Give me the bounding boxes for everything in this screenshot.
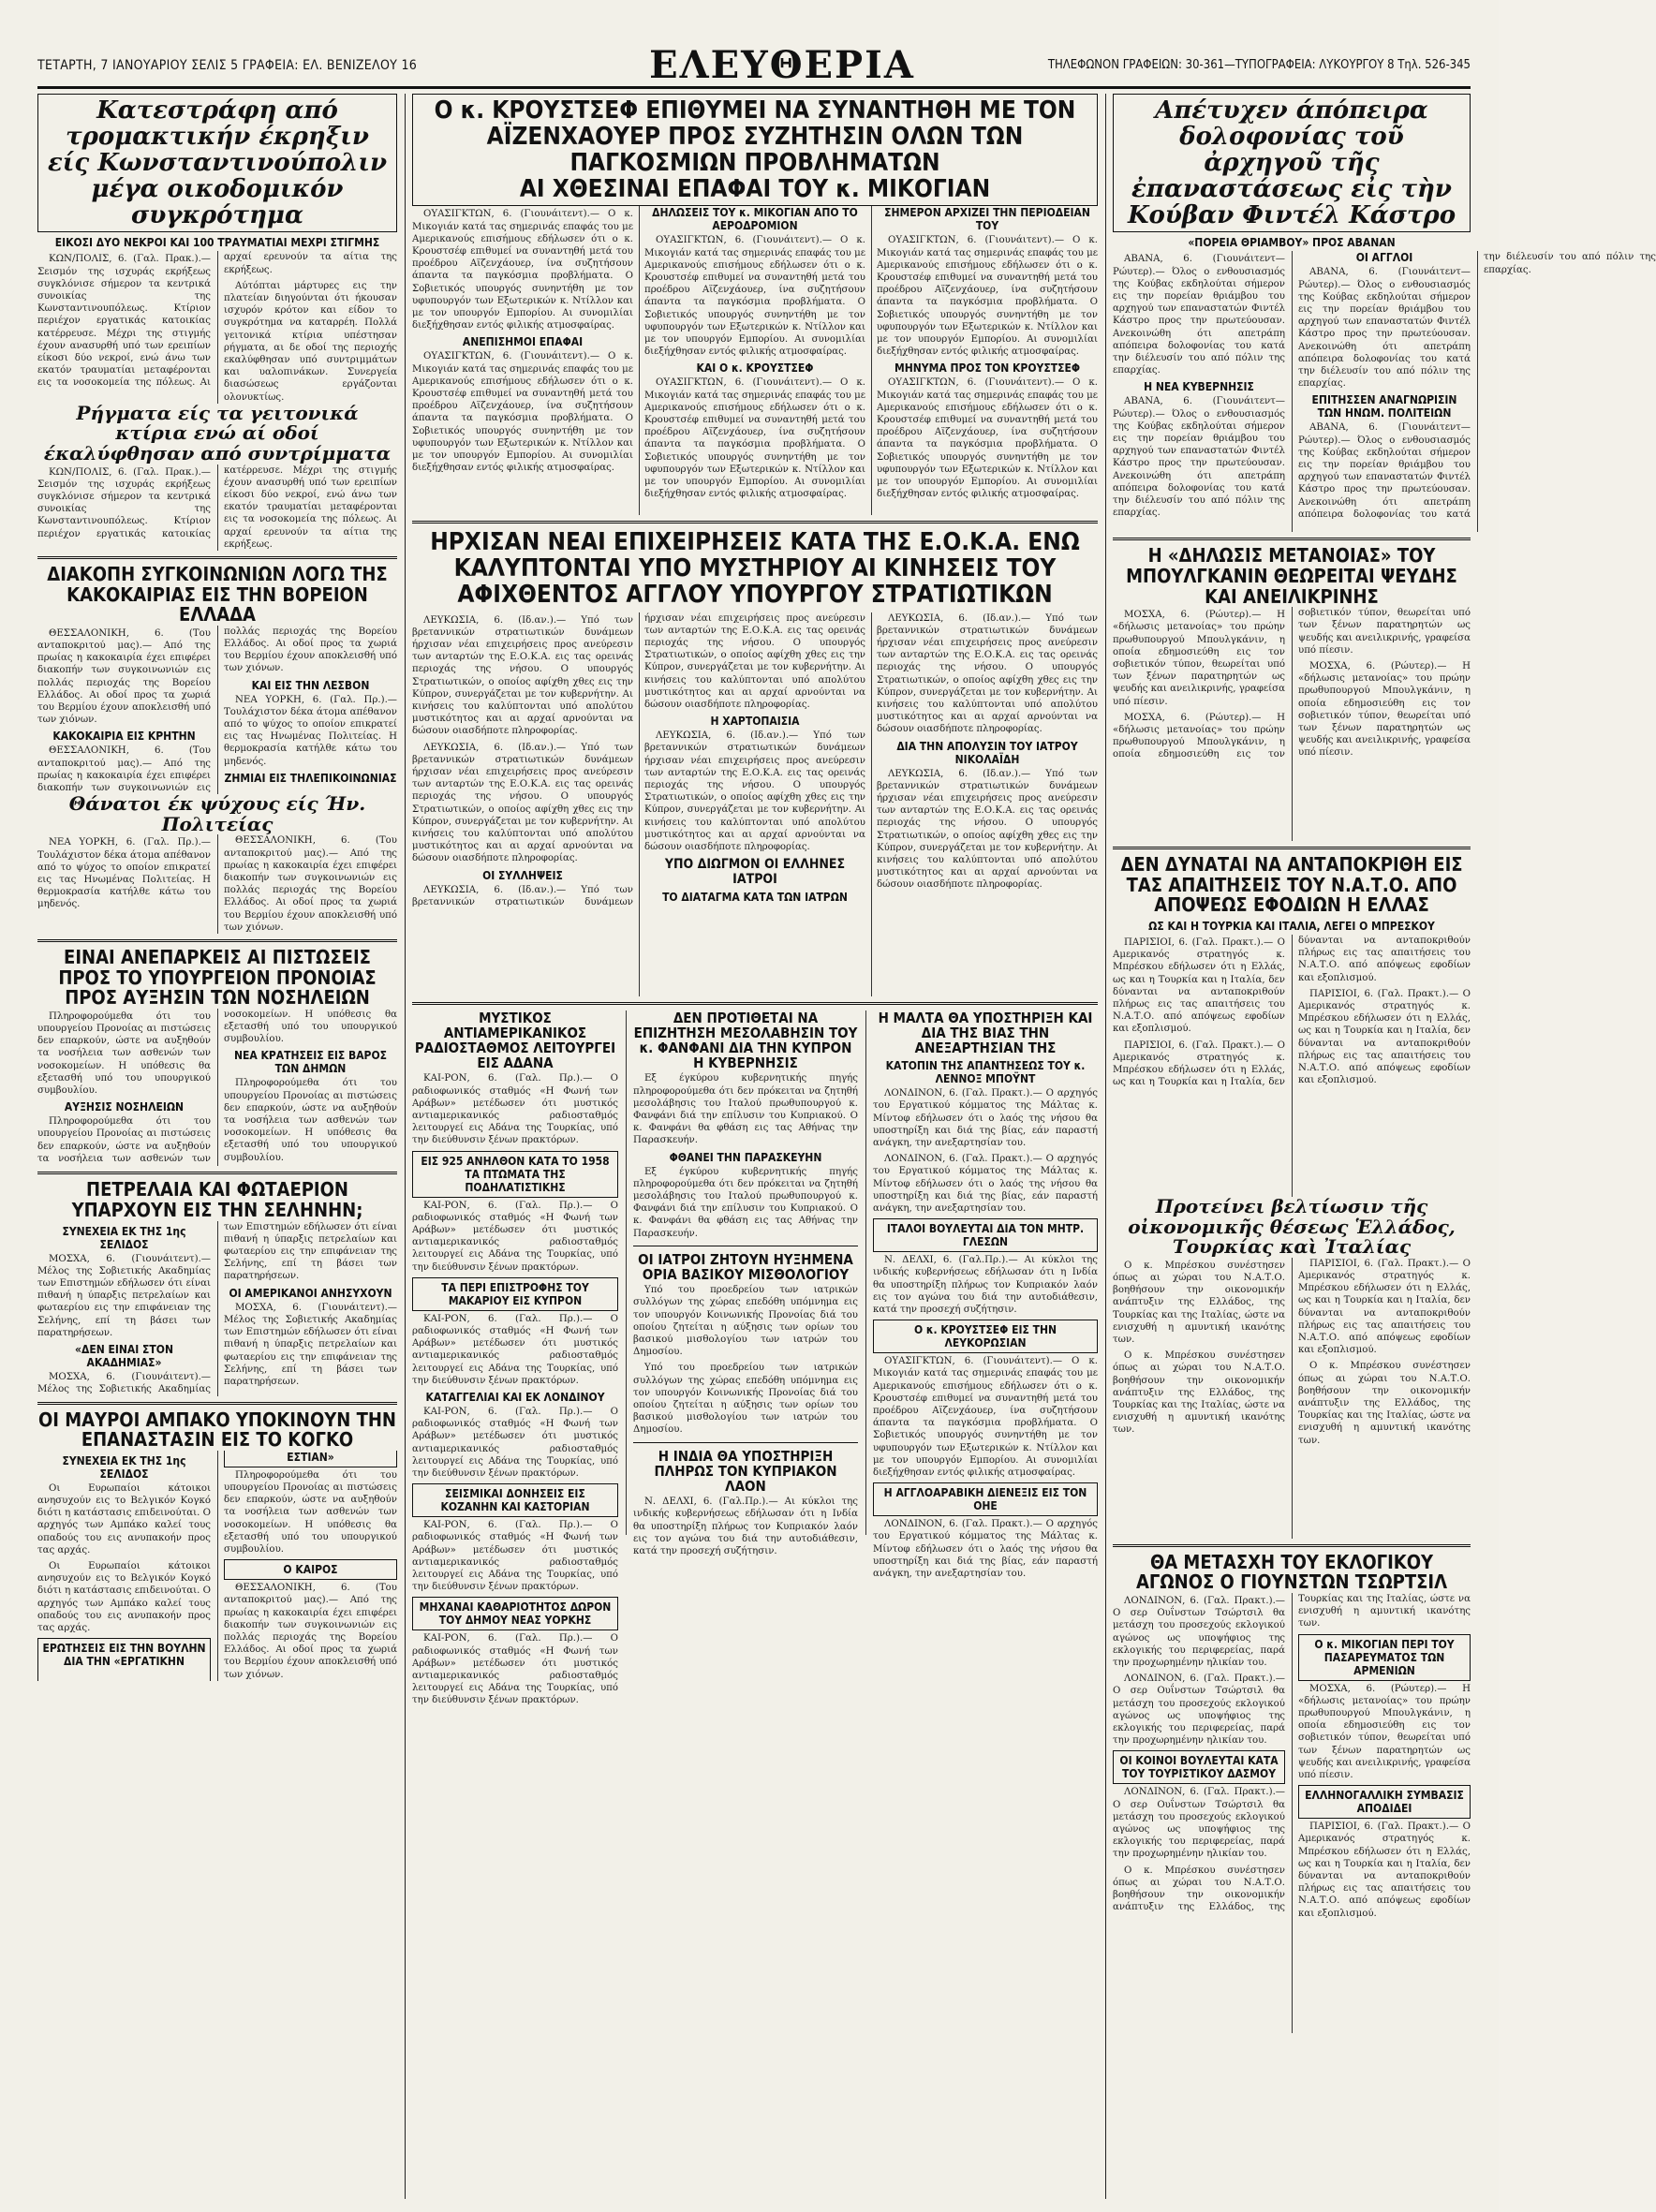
subhead: ΣΥΝΕΧΕΙΑ ΕΚ ΤΗΣ 1ης ΣΕΛΙΔΟΣ [62, 1453, 186, 1481]
column-divider [626, 1010, 627, 1535]
column-divider [865, 1010, 866, 1535]
subhead: ΤΟ ΔΙΑΤΑΓΜΑ ΚΑΤΑ ΤΩΝ ΙΑΤΡΩΝ [662, 891, 848, 905]
article-cracks-body [37, 465, 397, 551]
headline-radio-station: ΜΥΣΤΙΚΟΣ ΑΝΤΙΑΜΕΡΙΚΑΝΙΚΟΣ ΡΑΔΙΟΣΤΑΘΜΟΣ ΛΕΙΤΟΥΡΓΕΙ ΕΙΣ ΑΔΑΝΑ [414, 1009, 616, 1072]
article-text: ΟΥΑΣΙΓΚΤΩΝ, 6. (Γιουνάιτεντ).— Ο κ. Μικογιάν κατά τας σημερινάς επαφάς του με Αμερικανούς επισήμους εδήλωσεν ότι ο κ. Κρουστσέφ επιθυμεί να συναντηθή μετά του προέδρου Αϊζενχάουερ, ίνα συζητήσουν άπαντα τα παγκόσμια προβλήματα. Ο Σοβιετικός υπουργός συνηντήθη με τον υφυπουργόν των Εξωτερικών κ. Ντίλλον και με τον υπουργόν Εμπορίου. Αι συνομιλίαι διεξήχθησαν εντός φιλικής ατμοσφαίρας. [412, 209, 633, 332]
article-text: ΘΕΣΣΑΛΟΝΙΚΗ, 6. (Του ανταποκριτού μας).— Από της πρωίας η κακοκαιρία έχει επιφέρει διακοπήν των συγκοινωνιών εις πολλάς περιοχάς της Βορείου Ελλάδος. Αι οδοί προς τα χωριά του Βερμίου έχουν αποκλεισθή υπό των χιόνων. [224, 1583, 397, 1680]
article-explosion-body [37, 251, 397, 403]
subhead: ΔΗΛΩΣΕΙΣ ΤΟΥ κ. ΜΙΚΟΓΙΑΝ ΑΠΟ ΤΟ ΑΕΡΟΔΡΟΜΙΟΝ [652, 206, 858, 233]
article-text: Εξ έγκύρου κυβερνητικής πηγής πληροφορούμεθα ότι δεν πρόκειται να ζητηθή μεσολάβησις του Ιταλού πρωθυπουργού κ. Φανφάνι διά την επίλυσιν του Κυπριακού. Ο κ. Φανφάνι θα φθάση εις τας Αθήνας την Παρασκευήν. [633, 1073, 858, 1146]
rule [1113, 538, 1471, 540]
article-text: ΑΒΑΝΑ, 6. (Γιουνάιτεντ—Ρώυτερ).— Όλος ο ενθουσιασμός της Κούβας εκδηλούται σήμερον εις την πορείαν θριάμβου του αρχηγού των επαναστατών Φιντέλ Κάστρο προς την πρωτεύουσαν. Ανεκοινώθη ότι απετράπη απόπειρα δολοφονίας του κατά την διέλευσίν του από πόλιν της επαρχίας. [1298, 252, 1656, 520]
article-weather-body [37, 626, 397, 794]
article-text: ΜΟΣΧΑ, 6. (Γιουνάιτεντ).— Μέλος της Σοβιετικής Ακαδημίας των Επιστημών εδήλωσεν ότι είναι πιθανή η ύπαρξις πετρελαίων και φωταερίου εις την επιφάνειαν της Σελήνης, επί τη βάσει των παρατηρήσεων. [37, 1253, 211, 1338]
article-radio [412, 1009, 618, 1706]
article-text: Ο κ. Μπρέσκου συνέστησεν όπως αι χώραι του Ν.Α.Τ.Ο. βοηθήσουν την οικονομικήν ανάπτυξιν της Ελλάδος, της Τουρκίας και της Ιταλίας, ώστε να ενισχυθή η αμυντική ικανότης των. [1113, 1260, 1285, 1345]
article-text: ΟΥΑΣΙΓΚΤΩΝ, 6. (Γιουνάιτεντ).— Ο κ. Μικογιάν κατά τας σημερινάς επαφάς του με Αμερικανούς επισήμους εδήλωσεν ότι ο κ. Κρουστσέφ επιθυμεί να συναντηθή μετά του προέδρου Αϊζενχάουερ, ίνα συζητήσουν άπαντα τα παγκόσμια προβλήματα. Ο Σοβιετικός υπουργός συνηντήθη με τον υφυπουργόν των Εξωτερικών κ. Ντίλλον και με τον υπουργόν Εμπορίου. Αι συνομιλίαι διεξήχθησαν εντός φιλικής ατμοσφαίρας. [877, 377, 1098, 500]
article-text: ΜΟΣΧΑ, 6. (Ρώυτερ).— Η «δήλωσις μετανοίας» του πρώην πρωθυπουργού Μπουλγκάνιν, η οποία εδημοσιεύθη εις τον σοβιετικόν τύπον, θεωρείται υπό των ξένων παρατηρητών ως ψευδής και ανειλικρινής, γραφείσα υπό πίεσιν. [1113, 608, 1471, 760]
article-text: ΟΥΑΣΙΓΚΤΩΝ, 6. (Γιουνάιτεντ).— Ο κ. Μικογιάν κατά τας σημερινάς επαφάς του με Αμερικανούς επισήμους εδήλωσεν ότι ο κ. Κρουστσέφ επιθυμεί να συναντηθή μετά του προέδρου Αϊζενχάουερ, ίνα συζητήσουν άπαντα τα παγκόσμια προβλήματα. Ο Σοβιετικός υπουργός συνηντήθη με τον υφυπουργόν των Εξωτερικών κ. Ντίλλον και με τον υπουργόν Εμπορίου. Αι συνομιλίαι διεξήχθησαν εντός φιλικής ατμοσφαίρας. [644, 235, 865, 358]
subhead-doctors: ΥΠΟ ΔΙΩΓΜΟΝ ΟΙ ΕΛΛΗΝΕΣ ΙΑΤΡΟΙ [664, 857, 846, 888]
rule [37, 1172, 397, 1174]
article-cold-body [37, 834, 397, 934]
article-text: ΟΥΑΣΙΓΚΤΩΝ, 6. (Γιουνάιτεντ).— Ο κ. Μικογιάν κατά τας σημερινάς επαφάς του με Αμερικανούς επισήμους εδήλωσεν ότι ο κ. Κρουστσέφ επιθυμεί να συναντηθή μετά του προέδρου Αϊζενχάουερ, ίνα συζητήσουν άπαντα τα παγκόσμια προβλήματα. Ο Σοβιετικός υπουργός συνηντήθη με τον υφυπουργόν των Εξωτερικών κ. Ντίλλον και με τον υπουργόν Εμπορίου. Αι συνομιλίαι διεξήχθησαν εντός φιλικής ατμοσφαίρας. [412, 351, 633, 474]
subhead: ΚΑΤΑΓΓΕΛΙΑΙ ΚΑΙ ΕΚ ΛΟΝΔΙΝΟΥ [425, 1390, 605, 1404]
article-text: Υπό του προεδρείου των ιατρικών συλλόγων της χώρας επεδόθη υπόμνημα εις τον υπουργόν Κοινωνικής Προνοίας διά του οποίου ζητείται η αύξησις των ορίων του βασικού μισθολογίου των ιατρών του Δημοσίου. [633, 1363, 858, 1436]
article-text: ΜΟΣΧΑ, 6. (Γιουνάιτεντ).— Μέλος της Σοβιετικής Ακαδημίας των Επιστημών εδήλωσεν ότι είναι πιθανή η ύπαρξις πετρελαίων και φωταερίου εις την επιφάνειαν της Σελήνης, επί τη βάσει των παρατηρήσεων. [224, 1302, 397, 1387]
article-text: ΚΑΙ-ΡΟΝ, 6. (Γαλ. Πρ.).— Ο ραδιοφωνικός σταθμός «Η Φωνή των Αράβων» μετέδωσεν ότι μυστικός αντιαμερικανικός ραδιοσταθμός λειτουργεί εις Αδάνα της Τουρκίας, υπό την διεύθυνσιν ξένων πρακτόρων. [412, 1200, 618, 1273]
subhead: «ΠΟΡΕΙΑ ΘΡΙΑΜΒΟΥ» ΠΡΟΣ ΑΒΑΝΑΝ [1188, 236, 1396, 250]
article-text: ΛΕΥΚΩΣΙΑ, 6. (Ιδ.αν.).— Υπό των βρεταννικών στρατιωτικών δυνάμεων ήρχισαν νέαι επιχειρήσεις προς ανεύρεσιν των ανταρτών της Ε.Ο.Κ.Α. εις τας ορεινάς περιοχάς της νήσου. Ο υπουργός Στρατιωτικών, ο οποίος αφίχθη χθες εις την Κύπρον, συνεργάζεται με τον κυβερνήτην. Αι κινήσεις του καλύπτονται υπό απολύτου μυστικότητος και αι αρχαί αρνούνται να δώσουν οιασδήποτε πληροφορίας. [877, 768, 1098, 891]
subhead: ΣΥΝΕΧΕΙΑ ΕΚ ΤΗΣ 1ης ΣΕΛΙΔΟΣ [62, 1224, 186, 1251]
article-moon-body [37, 1221, 397, 1396]
subhead-boxed: Η ΑΓΓΛΟΑΡΑΒΙΚΗ ΔΙΕΝΕΞΙΣ ΕΙΣ ΤΟΝ ΟΗΕ [873, 1482, 1098, 1516]
article-text: ΘΕΣΣΑΛΟΝΙΚΗ, 6. (Του ανταποκριτού μας).— Από της πρωίας η κακοκαιρία έχει επιφέρει διακοπήν των συγκοινωνιών εις πολλάς περιοχάς της Βορείου Ελλάδος. Αι οδοί προς τα χωριά του Βερμίου έχουν αποκλεισθή υπό των χιόνων. [37, 627, 211, 726]
article-text: ΚΩΝ/ΠΟΛΙΣ, 6. (Γαλ. Πρακ.).— Σεισμόν της ισχυράς εκρήξεως συγκλόνισε σήμερον τα κεντρικά συνοικίας της Κωνσταντινουπόλεως. Κτίριον περιέχον εργατικάς κατοικίας κατέρρευσε. Μέχρι της στιγμής έχουν ανασυρθή υπό των ερειπίων είκοσι δύο νεκροί, ενώ άνω των εκατόν τραυματίαι μεταφέρονται εις τα νοσοκομεία της πόλεως. Αι αρχαί ερευνούν τα αίτια της εκρήξεως. [37, 252, 397, 389]
article-economy-body [1113, 1258, 1471, 1539]
article-fanfani [633, 1009, 858, 1556]
article-khrushchev-body [412, 206, 1098, 515]
headline-cold-deaths: Θάνατοι έκ ψύχους είς Ήν. Πολιτείας [68, 792, 366, 835]
headline-cracks: Ρήγματα είς τα γειτονικά κτίρια ενώ αί οδοί έκαλύφθησαν από συντρίμματα [43, 401, 392, 465]
subhead-boxed: ΙΤΑΛΟΙ ΒΟΥΛΕΥΤΑΙ ΔΙΑ ΤΟΝ ΜΗΤΡ. ΓΛΕΣΩΝ [873, 1218, 1098, 1252]
masthead-rule [37, 86, 1471, 89]
subhead-boxed: ΜΗΧΑΝΑΙ ΚΑΘΑΡΙΟΤΗΤΟΣ ΔΩΡΟΝ ΤΟΥ ΔΗΜΟΥ ΝΕΑΣ ΥΟΡΚΗΣ [412, 1597, 618, 1630]
rule [412, 521, 1098, 524]
subhead-boxed: ΟΙ ΚΟΙΝΟΙ ΒΟΥΛΕΥΤΑΙ ΚΑΤΑ ΤΟΥ ΤΟΥΡΙΣΤΙΚΟΥ ΔΑΣΜΟΥ [1113, 1750, 1285, 1784]
article-malta [873, 1009, 1098, 1579]
article-text: ΟΥΑΣΙΓΚΤΩΝ, 6. (Γιουνάιτεντ).— Ο κ. Μικογιάν κατά τας σημερινάς επαφάς του με Αμερικανούς επισήμους εδήλωσεν ότι ο κ. Κρουστσέφ επιθυμεί να συναντηθή μετά του προέδρου Αϊζενχάουερ, ίνα συζητήσουν άπαντα τα παγκόσμια προβλήματα. Ο Σοβιετικός υπουργός συνηντήθη με τον υφυπουργόν των Εξωτερικών κ. Ντίλλον και με τον υπουργόν Εμπορίου. Αι συνομιλίαι διεξήχθησαν εντός φιλικής ατμοσφαίρας. [644, 377, 865, 500]
rule [412, 1002, 1098, 1005]
center-column [412, 94, 1098, 2201]
article-text: ΚΑΙ-ΡΟΝ, 6. (Γαλ. Πρ.).— Ο ραδιοφωνικός σταθμός «Η Φωνή των Αράβων» μετέδωσεν ότι μυστικός αντιαμερικανικός ραδιοσταθμός λειτουργεί εις Αδάνα της Τουρκίας, υπό την διεύθυνσιν ξένων πρακτόρων. [412, 1633, 618, 1706]
article-text: ΑΒΑΝΑ, 6. (Γιουνάιτεντ—Ρώυτερ).— Όλος ο ενθουσιασμός της Κούβας εκδηλούται σήμερον εις την πορείαν θριάμβου του αρχηγού των επαναστατών Φιντέλ Κάστρο προς την πρωτεύουσαν. Ανεκοινώθη ότι απετράπη απόπειρα δολοφονίας του κατά την διέλευσίν του από πόλιν της επαρχίας. [1298, 267, 1471, 390]
headline-doctors-pay: ΟΙ ΙΑΤΡΟΙ ΖΗΤΟΥΝ ΗΥΞΗΜΕΝΑ ΟΡΙΑ ΒΑΣΙΚΟΥ ΜΙΣΘΟΛΟΓΙΟΥ [638, 1250, 853, 1283]
article-text: ΛΟΝΔΙΝΟΝ, 6. (Γαλ. Πρακτ.).— Ο σερ Ουΐνστων Τσώρτσιλ θα μετάσχη του προσεχούς εκλογικού αγώνος ως υποψήφιος της εκλογικής του περιφερείας, παρά την προχωρημένην ηλικίαν του. [1113, 1595, 1285, 1668]
article-text: ΑΒΑΝΑ, 6. (Γιουνάιτεντ—Ρώυτερ).— Όλος ο ενθουσιασμός της Κούβας εκδηλούται σήμερον εις την πορείαν θριάμβου του αρχηγού των επαναστατών Φιντέλ Κάστρο προς την πρωτεύουσαν. Ανεκοινώθη ότι απετράπη απόπειρα δολοφονίας του κατά την διέλευσίν του από πόλιν της επαρχίας. [1113, 396, 1285, 519]
article-text: ΜΟΣΧΑ, 6. (Ρώυτερ).— Η «δήλωσις μετανοίας» του πρώην πρωθυπουργού Μπουλγκάνιν, η οποία εδημοσιεύθη εις τον σοβιετικόν τύπον, θεωρείται υπό των ξένων παρατηρητών ως ψευδής και ανειλικρινής, γραφείσα υπό πίεσιν. [1298, 660, 1471, 759]
article-text: ΛΟΝΔΙΝΟΝ, 6. (Γαλ. Πρακτ.).— Ο σερ Ουΐνστων Τσώρτσιλ θα μετάσχη του προσεχούς εκλογικού αγώνος ως υποψήφιος της εκλογικής του περιφερείας, παρά την προχωρημένην ηλικίαν του. [1113, 1787, 1285, 1860]
article-text: ΘΕΣΣΑΛΟΝΙΚΗ, 6. (Του ανταποκριτού μας).— Από της πρωίας η κακοκαιρία έχει επιφέρει διακοπήν των συγκοινωνιών εις πολλάς περιοχάς της Βορείου Ελλάδος. Αι οδοί προς τα χωριά του Βερμίου έχουν αποκλεισθή υπό των χιόνων. [37, 626, 397, 794]
article-text: ΚΩΝ/ΠΟΛΙΣ, 6. (Γαλ. Πρακ.).— Σεισμόν της ισχυράς εκρήξεως συγκλόνισε σήμερον τα κεντρικά συνοικίας της Κωνσταντινουπόλεως. Κτίριον περιέχον εργατικάς κατοικίας κατέρρευσε. Μέχρι της στιγμής έχουν ανασυρθή υπό των ερειπίων είκοσι δύο νεκροί, ενώ άνω των εκατόν τραυματίαι μεταφέρονται εις τα νοσοκομεία της πόλεως. Αι αρχαί ερευνούν τα αίτια της εκρήξεως. [37, 465, 397, 550]
headline-india: Η ΙΝΔΙΑ ΘΑ ΥΠΟΣΤΗΡΙΞΗ ΠΛΗΡΩΣ ΤΟΝ ΚΥΠΡΙΑΚΟΝ ΛΑΟΝ [654, 1447, 837, 1495]
newspaper-title: ΕΛΕΥΘΕΡΙΑ [649, 43, 915, 87]
headline-mikoyan: ΑΙ ΧΘΕΣΙΝΑΙ ΕΠΑΦΑΙ ΤΟΥ κ. ΜΙΚΟΓΙΑΝ [519, 175, 991, 204]
subhead-weather: Ο ΚΑΙΡΟΣ [224, 1559, 397, 1580]
article-text: Ν. ΔΕΛΧΙ, 6. (Γαλ.Πρ.).— Αι κύκλοι της ινδικής κυβερνήσεως εδήλωσαν ότι η Ινδία θα υποστηρίξη πλήρως τον Κυπριακόν λαόν εις τον αγώνα του διά την αυτοδιάθεσιν, κατά την προσεχή συζήτησιν. [633, 1497, 858, 1556]
article-text: ΑΒΑΝΑ, 6. (Γιουνάιτεντ—Ρώυτερ).— Όλος ο ενθουσιασμός της Κούβας εκδηλούται σήμερον εις την πορείαν θριάμβου του αρχηγού των επαναστατών Φιντέλ Κάστρο προς την πρωτεύουσαν. Ανεκοινώθη ότι απετράπη απόπειρα δολοφονίας του κατά την διέλευσίν του από πόλιν της επαρχίας. [1113, 254, 1285, 376]
subhead-boxed: ΤΑ ΠΕΡΙ ΕΠΙΣΤΡΟΦΗΣ ΤΟΥ ΜΑΚΑΡΙΟΥ ΕΙΣ ΚΥΠΡΟΝ [412, 1277, 618, 1311]
article-text: ΛΕΥΚΩΣΙΑ, 6. (Ιδ.αν.).— Υπό των βρεταννικών στρατιωτικών δυνάμεων ήρχισαν νέαι επιχειρήσεις προς ανεύρεσιν των ανταρτών της Ε.Ο.Κ.Α. εις τας ορεινάς περιοχάς της νήσου. Ο υπουργός Στρατιωτικών, ο οποίος αφίχθη χθες εις την Κύπρον, συνεργάζεται με τον κυβερνήτην. Αι κινήσεις του καλύπτονται υπό απολύτου μυστικότητος και αι αρχαί αρνούνται να δώσουν οιασδήποτε πληροφορίας. [644, 730, 865, 852]
article-text: ΟΥΑΣΙΓΚΤΩΝ, 6. (Γιουνάιτεντ).— Ο κ. Μικογιάν κατά τας σημερινάς επαφάς του με Αμερικανούς επισήμους εδήλωσεν ότι ο κ. Κρουστσέφ επιθυμεί να συναντηθή μετά του προέδρου Αϊζενχάουερ, ίνα συζητήσουν άπαντα τα παγκόσμια προβλήματα. Ο Σοβιετικός υπουργός συνηντήθη με τον υφυπουργόν των Εξωτερικών κ. Ντίλλον και με τον υπουργόν Εμπορίου. Αι συνομιλίαι διεξήχθησαν εντός φιλικής ατμοσφαίρας. [873, 1356, 1098, 1478]
article-text: ΛΕΥΚΩΣΙΑ, 6. (Ιδ.αν.).— Υπό των βρεταννικών στρατιωτικών δυνάμεων ήρχισαν νέαι επιχειρήσεις προς ανεύρεσιν των ανταρτών της Ε.Ο.Κ.Α. εις τας ορεινάς περιοχάς της νήσου. Ο υπουργός Στρατιωτικών, ο οποίος αφίχθη χθες εις την Κύπρον, συνεργάζεται με τον κυβερνήτην. Αι κινήσεις του καλύπτονται υπό απολύτου μυστικότητος και αι αρχαί αρνούνται να δώσουν οιασδήποτε πληροφορίας. [412, 612, 865, 907]
column-divider [1105, 94, 1106, 2199]
subhead: ΜΗΝΥΜΑ ΠΡΟΣ ΤΟΝ ΚΡΟΥΣΤΣΕΦ [894, 361, 1081, 376]
article-text: Αύτόπται μάρτυρες εις την πλατείαν διηγούνται ότι ήκουσαν ισχυρόν κρότον και είδον το συγκρότημα να καταρρέη. Πολλά γειτονικά κτίρια υπέστησαν ρήγματα, αι δε οδοί της περιοχής εκαλύφθησαν υπό συντριμμάτων και υαλοπινάκων. Συνεργεία διασώσεως εργάζονται ολονυκτίως. [224, 280, 397, 403]
masthead-date: ΤΕΤΑΡΤΗ, 7 ΙΑΝΟΥΑΡΙΟΥ ΣΕΛΙΣ 5 ΓΡΑΦΕΙΑ: ΕΛ. ΒΕΝΙΖΕΛΟΥ 16 [37, 58, 418, 73]
headline-economy: Προτείνει βελτίωσιν τῆς οἰκονομικῆς θέσεως Ἑλλάδος, Τουρκίας καὶ Ἰταλίας [1128, 1194, 1456, 1259]
article-khrushchev [412, 94, 1098, 206]
column-divider [405, 94, 406, 2199]
article-text: ΠΑΡΙΣΙΟΙ, 6. (Γαλ. Πρακτ.).— Ο Αμερικανός στρατηγός κ. Μπρέσκου εδήλωσεν ότι η Ελλάς, ως και η Τουρκία και η Ιταλία, δεν δύνανται να ανταποκριθούν πλήρως εις τας απαιτήσεις του Ν.Α.Τ.Ο. από απόψεως εφοδίων και εξοπλισμού. [1298, 988, 1471, 1086]
subhead: ΖΗΜΙΑΙ ΕΙΣ ΤΗΛΕΠΙΚΟΙΝΩΝΙΑΣ [224, 771, 397, 785]
article-text: Οι Ευρωπαίοι κάτοικοι ανησυχούν εις το Βελγικόν Κογκό διότι η κατάστασις επιδεινούται. Ο αρχηγός των Αμπάκο καλεί τους οπαδούς του εις ανυπακοήν προς τας αρχάς. [37, 1482, 211, 1556]
headline-churchill: ΘΑ ΜΕΤΑΣΧΗ ΤΟΥ ΕΚΛΟΓΙΚΟΥ ΑΓΩΝΟΣ Ο ΓΙΟΥΝΣΤΩΝ ΤΣΩΡΤΣΙΛ [1135, 1550, 1448, 1594]
subhead: ΚΑΚΟΚΑΙΡΙΑ ΕΙΣ ΚΡΗΤΗΝ [52, 730, 196, 744]
article-text: Ο κ. Μπρέσκου συνέστησεν όπως αι χώραι του Ν.Α.Τ.Ο. βοηθήσουν την οικονομικήν ανάπτυξιν της Ελλάδος, της Τουρκίας και της Ιταλίας, ώστε να ενισχυθή η αμυντική ικανότης των. [1113, 1593, 1471, 1913]
article-eoka-body [412, 612, 1098, 996]
subhead: ΔΙΑ ΤΗΝ ΑΠΟΛΥΣΙΝ ΤΟΥ ΙΑΤΡΟΥ ΝΙΚΟΛΑΪΔΗ [896, 739, 1078, 766]
rule [1113, 847, 1471, 849]
subhead: ΑΥΞΗΣΙΣ ΝΟΣΗΛΕΙΩΝ [64, 1100, 185, 1114]
article-text: ΠΑΡΙΣΙΟΙ, 6. (Γαλ. Πρακτ.).— Ο Αμερικανός στρατηγός κ. Μπρέσκου εδήλωσεν ότι η Ελλάς, ως και η Τουρκία και η Ιταλία, δεν δύνανται να ανταποκριθούν πλήρως εις τας απαιτήσεις του Ν.Α.Τ.Ο. από απόψεως εφοδίων και εξοπλισμού. [1113, 935, 1471, 1088]
subhead: Η ΝΕΑ ΚΥΒΕΡΝΗΣΙΣ [1144, 380, 1254, 394]
subhead: ΩΣ ΚΑΙ Η ΤΟΥΡΚΙΑ ΚΑΙ ΙΤΑΛΙΑ, ΛΕΓΕΙ Ο ΜΠΡΕΣΚΟΥ [1148, 919, 1435, 933]
article-text: ΠΑΡΙΣΙΟΙ, 6. (Γαλ. Πρακτ.).— Ο Αμερικανός στρατηγός κ. Μπρέσκου εδήλωσεν ότι η Ελλάς, ως και η Τουρκία και η Ιταλία, δεν δύνανται να ανταποκριθούν πλήρως εις τας απαιτήσεις του Ν.Α.Τ.Ο. από απόψεως εφοδίων και εξοπλισμού. [1113, 936, 1285, 1035]
headline-congo: ΟΙ ΜΑΥΡΟΙ ΑΜΠΑΚΟ ΥΠΟΚΙΝΟΥΝ ΤΗΝ ΕΠΑΝΑΣΤΑΣΙΝ ΕΙΣ ΤΟ ΚΟΓΚΟ [38, 1408, 396, 1452]
subhead: ΟΙ ΑΜΕΡΙΚΑΝΟΙ ΑΝΗΣΥΧΟΥΝ [229, 1286, 392, 1300]
rule [37, 556, 397, 559]
article-text: ΛΟΝΔΙΝΟΝ, 6. (Γαλ. Πρακτ.).— Ο σερ Ουΐνστων Τσώρτσιλ θα μετάσχη του προσεχούς εκλογικού αγώνος ως υποψήφιος της εκλογικής του περιφερείας, παρά την προχωρημένην ηλικίαν του. [1113, 1674, 1285, 1747]
rule [37, 1402, 397, 1405]
article-castro-body [1113, 251, 1656, 532]
subhead-boxed: ΕΙΣ 925 ΑΝΗΛΘΟΝ ΚΑΤΑ ΤΟ 1958 ΤΑ ΠΤΩΜΑΤΑ ΤΗΣ ΠΟΔΗΛΑΤΙΣΤΙΚΗΣ [412, 1151, 618, 1198]
article-text: ΛΕΥΚΩΣΙΑ, 6. (Ιδ.αν.).— Υπό των βρεταννικών στρατιωτικών δυνάμεων ήρχισαν νέαι επιχειρήσεις προς ανεύρεσιν των ανταρτών της Ε.Ο.Κ.Α. εις τας ορεινάς περιοχάς της νήσου. Ο υπουργός Στρατιωτικών, ο οποίος αφίχθη χθες εις την Κύπρον, συνεργάζεται με τον κυβερνήτην. Αι κινήσεις του καλύπτονται υπό απολύτου μυστικότητος και αι αρχαί αρνούνται να δώσουν οιασδήποτε πληροφορίας. [877, 612, 1098, 735]
article-text: ΜΟΣΧΑ, 6. (Γιουνάιτεντ).— Μέλος της Σοβιετικής Ακαδημίας των Επιστημών εδήλωσεν ότι είναι πιθανή η ύπαρξις πετρελαίων και φωταερίου εις την επιφάνειαν της Σελήνης, επί τη βάσει των παρατηρήσεων. [37, 1221, 397, 1395]
article-bulganin-body [1113, 607, 1471, 841]
subhead: ΟΙ ΣΥΛΛΗΨΕΙΣ [482, 868, 563, 882]
headline-nato: ΔΕΝ ΔΥΝΑΤΑΙ ΝΑ ΑΝΤΑΠΟΚΡΙΘΗ ΕΙΣ ΤΑΣ ΑΠΑΙΤΗΣΕΙΣ ΤΟΥ Ν.Α.Τ.Ο. ΑΠΟ ΑΠΟΨΕΩΣ ΕΦΟΔΙΩΝ Η ΕΛΛΑΣ [1120, 853, 1463, 917]
article-text: ΚΑΙ-ΡΟΝ, 6. (Γαλ. Πρ.).— Ο ραδιοφωνικός σταθμός «Η Φωνή των Αράβων» μετέδωσεν ότι μυστικός αντιαμερικανικός ραδιοσταθμός λειτουργεί εις Αδάνα της Τουρκίας, υπό την διεύθυνσιν ξένων πρακτόρων. [412, 1406, 618, 1479]
article-text: ΟΥΑΣΙΓΚΤΩΝ, 6. (Γιουνάιτεντ).— Ο κ. Μικογιάν κατά τας σημερινάς επαφάς του με Αμερικανούς επισήμους εδήλωσεν ότι ο κ. Κρουστσέφ επιθυμεί να συναντηθή μετά του προέδρου Αϊζενχάουερ, ίνα συζητήσουν άπαντα τα παγκόσμια προβλήματα. Ο Σοβιετικός υπουργός συνηντήθη με τον υφυπουργόν των Εξωτερικών κ. Ντίλλον και με τον υπουργόν Εμπορίου. Αι συνομιλίαι διεξήχθησαν εντός φιλικής ατμοσφαίρας. [877, 235, 1098, 358]
rule [37, 939, 397, 942]
article-text: ΛΟΝΔΙΝΟΝ, 6. (Γαλ. Πρακτ.).— Ο αρχηγός του Εργατικού κόμματος της Μάλτας κ. Μίντοφ εδήλωσεν ότι ο λαός της νήσου θα υποστηρίξη και διά της βίας, εάν παραστή ανάγκη, την ανεξαρτησίαν του. [873, 1519, 1098, 1579]
headline-malta: Η ΜΑΛΤΑ ΘΑ ΥΠΟΣΤΗΡΙΞΗ ΚΑΙ ΔΙΑ ΤΗΣ ΒΙΑΣ ΤΗΝ ΑΝΕΞΑΡΤΗΣΙΑΝ ΤΗΣ [878, 1009, 1093, 1056]
masthead-phones: ΤΗΛΕΦΩΝΟΝ ΓΡΑΦΕΙΩΝ: 30-361—ΤΥΠΟΓΡΑΦΕΙΑ: ΛΥΚΟΥΡΓΟΥ 8 Τηλ. 526-345 [1047, 58, 1471, 72]
article-text: ΠΑΡΙΣΙΟΙ, 6. (Γαλ. Πρακτ.).— Ο Αμερικανός στρατηγός κ. Μπρέσκου εδήλωσεν ότι η Ελλάς, ως και η Τουρκία και η Ιταλία, δεν δύνανται να ανταποκριθούν πλήρως εις τας απαιτήσεις του Ν.Α.Τ.Ο. από απόψεως εφοδίων και εξοπλισμού. [1298, 1258, 1471, 1356]
article-text: ΘΕΣΣΑΛΟΝΙΚΗ, 6. (Του ανταποκριτού μας).— Από της πρωίας η κακοκαιρία έχει επιφέρει διακοπήν των συγκοινωνιών εις πολλάς περιοχάς της Βορείου Ελλάδος. Αι οδοί προς τα χωριά του Βερμίου έχουν αποκλεισθή υπό των χιόνων. [224, 835, 397, 933]
article-text: Πληροφορούμεθα ότι του υπουργείου Προνοίας αι πιστώσεις δεν επαρκούν, ώστε να αυξηθούν τα νοσήλεια των ασθενών των νοσοκομείων. Η υπόθεσις θα εξετασθή υπό του υπουργικού συμβουλίου. [224, 1469, 397, 1555]
subhead-boxed: Ο κ. ΚΡΟΥΣΤΣΕΦ ΕΙΣ ΤΗΝ ΛΕΥΚΟΡΩΣΙΑΝ [873, 1320, 1098, 1353]
subhead: Η ΧΑΡΤΟΠΑΙΣΙΑ [710, 715, 800, 729]
article-text: Πληροφορούμεθα ότι του υπουργείου Προνοίας αι πιστώσεις δεν επαρκούν, ώστε να αυξηθούν τα νοσήλεια των ασθενών των νοσοκομείων. Η υπόθεσις θα εξετασθή υπό του υπουργικού συμβουλίου. [224, 1078, 397, 1163]
article-text: Ο κ. Μπρέσκου συνέστησεν όπως αι χώραι του Ν.Α.Τ.Ο. βοηθήσουν την οικονομικήν ανάπτυξιν της Ελλάδος, της Τουρκίας και της Ιταλίας, ώστε να ενισχυθή η αμυντική ικανότης των. [1113, 1350, 1285, 1436]
subhead-boxed: Ο κ. ΜΙΚΟΓΙΑΝ ΠΕΡΙ ΤΟΥ ΠΑΣΑΡΕΥΜΑΤΟΣ ΤΩΝ ΑΡΜΕΝΙΩΝ [1298, 1634, 1471, 1681]
subhead: ΚΑΤΟΠΙΝ ΤΗΣ ΑΠΑΝΤΗΣΕΩΣ ΤΟΥ κ. ΛΕΝΝΟΞ ΜΠΟΫΝΤ [885, 1059, 1086, 1086]
subhead: ΚΑΙ Ο κ. ΚΡΟΥΣΤΣΕΦ [696, 361, 814, 376]
headline-moon-oil: ΠΕΤΡΕΛΑΙΑ ΚΑΙ ΦΩΤΑΕΡΙΟΝ ΥΠΑΡΧΟΥΝ ΕΙΣ ΤΗΝ ΣΕΛΗΝΗΝ; [71, 1178, 363, 1222]
article-text: Υπό του προεδρείου των ιατρικών συλλόγων της χώρας επεδόθη υπόμνημα εις τον υπουργόν Κοινωνικής Προνοίας διά του οποίου ζητείται η αύξησις των ορίων του βασικού μισθολογίου των ιατρών του Δημοσίου. [633, 1285, 858, 1358]
article-text: ΛΕΥΚΩΣΙΑ, 6. (Ιδ.αν.).— Υπό των βρεταννικών στρατιωτικών δυνάμεων ήρχισαν νέαι επιχειρήσεις προς ανεύρεσιν των ανταρτών της Ε.Ο.Κ.Α. εις τας ορεινάς περιοχάς της νήσου. Ο υπουργός Στρατιωτικών, ο οποίος αφίχθη χθες εις την Κύπρον, συνεργάζεται με τον κυβερνήτην. Αι κινήσεις του καλύπτονται υπό απολύτου μυστικότητος και αι αρχαί αρνούνται να δώσουν οιασδήποτε πληροφορίας. [412, 742, 633, 864]
left-column [37, 94, 397, 2201]
subhead: ΕΠΙΤΗΣΣΕΝ ΑΝΑΓΝΩΡΙΣΙΝ ΤΩΝ ΗΝΩΜ. ΠΟΛΙΤΕΙΩΝ [1311, 393, 1457, 420]
article-castro [1113, 94, 1471, 232]
headline-fanfani: ΔΕΝ ΠΡΟΤΙΘΕΤΑΙ ΝΑ ΕΠΙΖΗΤΗΣΗ ΜΕΣΟΛΑΒΗΣΙΝ ΤΟΥ κ. ΦΑΝΦΑΝΙ ΔΙΑ ΤΗΝ ΚΥΠΡΟΝ Η ΚΥΒΕΡΝΗΣΙΣ [633, 1009, 858, 1072]
right-column [1113, 94, 1656, 2201]
headline-welfare-credits: ΕΙΝΑΙ ΑΝΕΠΑΡΚΕΙΣ ΑΙ ΠΙΣΤΩΣΕΙΣ ΠΡΟΣ ΤΟ ΥΠΟΥΡΓΕΙΟΝ ΠΡΟΝΟΙΑΣ ΠΡΟΣ ΑΥΞΗΣΙΝ ΤΩΝ ΝΟΣΗΛΕΙΩΝ [58, 946, 377, 1010]
article-text: ΜΟΣΧΑ, 6. (Ρώυτερ).— Η «δήλωσις μετανοίας» του πρώην πρωθυπουργού Μπουλγκάνιν, η οποία εδημοσιεύθη εις τον σοβιετικόν τύπον, θεωρείται υπό των ξένων παρατηρητών ως ψευδής και ανειλικρινής, γραφείσα υπό πίεσιν. [1113, 610, 1285, 707]
headline-castro: Απέτυχεν άπόπειρα δολοφονίας τοῦ ἀρχηγοῦ τῆς ἐπαναστάσεως εἰς τὴν Κούβαν Φιντέλ Κάστρο [1127, 96, 1456, 230]
article-text: Εξ έγκύρου κυβερνητικής πηγής πληροφορούμεθα ότι δεν πρόκειται να ζητηθή μεσολάβησις του Ιταλού πρωθυπουργού κ. Φανφάνι διά την επίλυσιν του Κυπριακού. Ο κ. Φανφάνι θα φθάση εις τας Αθήνας την Παρασκευήν. [633, 1166, 858, 1239]
subhead: ΚΑΙ ΕΙΣ ΤΗΝ ΛΕΣΒΟΝ [251, 678, 370, 692]
article-congo-body [37, 1451, 397, 1681]
article-text: Πληροφορούμεθα ότι του υπουργείου Προνοίας αι πιστώσεις δεν επαρκούν, ώστε να αυξηθούν τα νοσήλεια των ασθενών των νοσοκομείων. Η υπόθεσις θα εξετασθή υπό του υπουργικού συμβουλίου. [37, 1010, 211, 1097]
headline-khrushchev: Ο κ. ΚΡΟΥΣΤΣΕΦ ΕΠΙΘΥΜΕΙ ΝΑ ΣΥΝΑΝΤΗΘΗ ΜΕ ΤΟΝ ΑΪΖΕΝΧΑΟΥΕΡ ΠΡΟΣ ΣΥΖΗΤΗΣΙΝ ΟΛΩΝ ΤΩΝ ΠΑΓΚΟΣΜΙΩΝ ΠΡΟΒΛΗΜΑΤΩΝ [434, 96, 1076, 178]
subhead: ΝΕΑ ΚΡΑΤΗΣΕΙΣ ΕΙΣ ΒΑΡΟΣ ΤΩΝ ΔΗΜΩΝ [233, 1049, 388, 1076]
article-churchill-body [1113, 1593, 1471, 2033]
article-text: ΝΕΑ ΥΟΡΚΗ, 6. (Γαλ. Πρ.).— Τουλάχιστον δέκα άτομα απέθανον από το ψύχος το οποίον επικρατεί εις τας Ηνωμένας Πολιτείας. Η θερμοκρασία κατήλθε κάτω του μηδενός. [37, 837, 211, 910]
subhead-casualties: ΕΙΚΟΣΙ ΔΥΟ ΝΕΚΡΟΙ ΚΑΙ 100 ΤΡΑΥΜΑΤΙΑΙ ΜΕΧΡΙ ΣΤΙΓΜΗΣ [54, 236, 380, 250]
article-text: ΝΕΑ ΥΟΡΚΗ, 6. (Γαλ. Πρ.).— Τουλάχιστον δέκα άτομα απέθανον από το ψύχος το οποίον επικρατεί εις τας Ηνωμένας Πολιτείας. Η θερμοκρασία κατήλθε κάτω του μηδενός. [224, 694, 397, 767]
article-text: ΛΟΝΔΙΝΟΝ, 6. (Γαλ. Πρακτ.).— Ο αρχηγός του Εργατικού κόμματος της Μάλτας κ. Μίντοφ εδήλωσεν ότι ο λαός της νήσου θα υποστηρίξη και διά της βίας, εάν παραστή ανάγκη, την ανεξαρτησίαν του. [873, 1088, 1098, 1148]
subhead-boxed: ΣΕΙΣΜΙΚΑΙ ΔΟΝΗΣΕΙΣ ΕΙΣ ΚΟΖΑΝΗΝ ΚΑΙ ΚΑΣΤΟΡΙΑΝ [412, 1483, 618, 1517]
subhead-boxed: ΕΛΛΗΝΟΓΑΛΛΙΚΗ ΣΥΜΒΑΣΙΣ ΑΠΟΔΙΔΕΙ [1298, 1785, 1471, 1819]
subhead: ΣΗΜΕΡΟΝ ΑΡΧΙΖΕΙ ΤΗΝ ΠΕΡΙΟΔΕΙΑΝ ΤΟΥ [884, 206, 1090, 233]
article-text: ΚΑΙ-ΡΟΝ, 6. (Γαλ. Πρ.).— Ο ραδιοφωνικός σταθμός «Η Φωνή των Αράβων» μετέδωσεν ότι μυστικός αντιαμερικανικός ραδιοσταθμός λειτουργεί εις Αδάνα της Τουρκίας, υπό την διεύθυνσιν ξένων πρακτόρων. [412, 1313, 618, 1386]
masthead [37, 43, 1471, 87]
article-text: Ν. ΔΕΛΧΙ, 6. (Γαλ.Πρ.).— Αι κύκλοι της ινδικής κυβερνήσεως εδήλωσαν ότι η Ινδία θα υποστηρίξη πλήρως τον Κυπριακόν λαόν εις τον αγώνα του διά την αυτοδιάθεσιν, κατά την προσεχή συζήτησιν. [873, 1255, 1098, 1315]
article-text: ΜΟΣΧΑ, 6. (Ρώυτερ).— Η «δήλωσις μετανοίας» του πρώην πρωθυπουργού Μπουλγκάνιν, η οποία εδημοσιεύθη εις τον σοβιετικόν τύπον, θεωρείται υπό των ξένων παρατηρητών ως ψευδής και ανειλικρινής, γραφείσα υπό πίεσιν. [1298, 1683, 1471, 1780]
article-explosion [37, 94, 397, 232]
headline-explosion: Κατεστράφη από τρομακτικήν έκρηξιν είς Κωνσταντινούπολιν μέγα οικοδομικόν συγκρότημα [47, 96, 388, 230]
headline-bulganin: Η «ΔΗΛΩΣΙΣ ΜΕΤΑΝΟΙΑΣ» ΤΟΥ ΜΠΟΥΛΓΚΑΝΙΝ ΘΕΩΡΕΙΤΑΙ ΨΕΥΔΗΣ ΚΑΙ ΑΝΕΙΛΙΚΡΙΝΗΣ [1126, 544, 1457, 608]
article-text: ΛΕΥΚΩΣΙΑ, 6. (Ιδ.αν.).— Υπό των βρεταννικών στρατιωτικών δυνάμεων ήρχισαν νέαι επιχειρήσεις προς ανεύρεσιν των ανταρτών της Ε.Ο.Κ.Α. εις τας ορεινάς περιοχάς της νήσου. Ο υπουργός Στρατιωτικών, ο οποίος αφίχθη χθες εις την Κύπρον, συνεργάζεται με τον κυβερνήτην. Αι κινήσεις του καλύπτονται υπό απολύτου μυστικότητος και αι αρχαί αρνούνται να δώσουν οιασδήποτε πληροφορίας. [412, 614, 633, 737]
subhead: ΦΘΑΝΕΙ ΤΗΝ ΠΑΡΑΣΚΕΥΗΝ [669, 1150, 822, 1164]
article-text: ΠΑΡΙΣΙΟΙ, 6. (Γαλ. Πρακτ.).— Ο Αμερικανός στρατηγός κ. Μπρέσκου εδήλωσεν ότι η Ελλάς, ως και η Τουρκία και η Ιταλία, δεν δύνανται να ανταποκριθούν πλήρως εις τας απαιτήσεις του Ν.Α.Τ.Ο. από απόψεως εφοδίων και εξοπλισμού. [1298, 1821, 1471, 1919]
article-text: Οι Ευρωπαίοι κάτοικοι ανησυχούν εις το Βελγικόν Κογκό διότι η κατάστασις επιδεινούται. Ο αρχηγός των Αμπάκο καλεί τους οπαδούς του εις ανυπακοήν προς τας αρχάς. [37, 1560, 211, 1633]
subhead: ΑΝΕΠΙΣΗΜΟΙ ΕΠΑΦΑΙ [462, 335, 584, 349]
headline-weather-disruption: ΔΙΑΚΟΠΗ ΣΥΓΚΟΙΝΩΝΙΩΝ ΛΟΓΩ ΤΗΣ ΚΑΚΟΚΑΙΡΙΑΣ ΕΙΣ ΤΗΝ ΒΟΡΕΙΟΝ ΕΛΛΑΔΑ [47, 563, 388, 627]
article-welfare-body [37, 1009, 397, 1167]
headline-eoka: ΗΡΧΙΣΑΝ ΝΕΑΙ ΕΠΙΧΕΙΡΗΣΕΙΣ ΚΑΤΑ ΤΗΣ Ε.Ο.Κ.Α. ΕΝΩ ΚΑΛΥΠΤΟΝΤΑΙ ΥΠΟ ΜΥΣΤΗΡΙΟΥ ΑΙ ΚΙΝΗΣΕΙΣ ΤΟΥ ΑΦΙΧΘΕΝΤΟΣ ΑΓΓΛΟΥ ΥΠΟΥΡΓΟΥ ΣΤΡΑΤΙΩΤΙΚΩΝ [430, 528, 1080, 610]
article-nato-body [1113, 935, 1471, 1197]
article-text: Πληροφορούμεθα ότι του υπουργείου Προνοίας αι πιστώσεις δεν επαρκούν, ώστε να αυξηθούν τα νοσήλεια των ασθενών των νοσοκομείων. Η υπόθεσις θα εξετασθή υπό του υπουργικού συμβουλίου. [37, 1009, 397, 1164]
article-text: ΛΟΝΔΙΝΟΝ, 6. (Γαλ. Πρακτ.).— Ο αρχηγός του Εργατικού κόμματος της Μάλτας κ. Μίντοφ εδήλωσεν ότι ο λαός της νήσου θα υποστηρίξη και διά της βίας, εάν παραστή ανάγκη, την ανεξαρτησίαν του. [873, 1154, 1098, 1214]
article-text: Ο κ. Μπρέσκου συνέστησεν όπως αι χώραι του Ν.Α.Τ.Ο. βοηθήσουν την οικονομικήν ανάπτυξιν της Ελλάδος, της Τουρκίας και της Ιταλίας, ώστε να ενισχυθή η αμυντική ικανότης των. [1298, 1361, 1471, 1446]
subhead: «ΔΕΝ ΕΙΝΑΙ ΣΤΟΝ ΑΚΑΔΗΜΙΑΣ» [75, 1343, 173, 1370]
center-lower-stories [412, 1009, 1098, 1706]
subhead: ΟΙ ΑΓΓΛΟΙ [1355, 251, 1413, 265]
article-text: ΚΑΙ-ΡΟΝ, 6. (Γαλ. Πρ.).— Ο ραδιοφωνικός σταθμός «Η Φωνή των Αράβων» μετέδωσεν ότι μυστικός αντιαμερικανικός ραδιοσταθμός λειτουργεί εις Αδάνα της Τουρκίας, υπό την διεύθυνσιν ξένων πρακτόρων. [412, 1520, 618, 1593]
subhead-boxed: ΕΡΩΤΗΣΕΙΣ ΕΙΣ ΤΗΝ ΒΟΥΛΗΝ ΔΙΑ ΤΗΝ «ΕΡΓΑΤΙΚΗΝ ΕΣΤΙΑΝ» [37, 1451, 397, 1681]
rule [633, 1442, 858, 1443]
article-text: ΚΑΙ-ΡΟΝ, 6. (Γαλ. Πρ.).— Ο ραδιοφωνικός σταθμός «Η Φωνή των Αράβων» μετέδωσεν ότι μυστικός αντιαμερικανικός ραδιοσταθμός λειτουργεί εις Αδάνα της Τουρκίας, υπό την διεύθυνσιν ξένων πρακτόρων. [412, 1073, 618, 1146]
rule [1113, 1544, 1471, 1547]
